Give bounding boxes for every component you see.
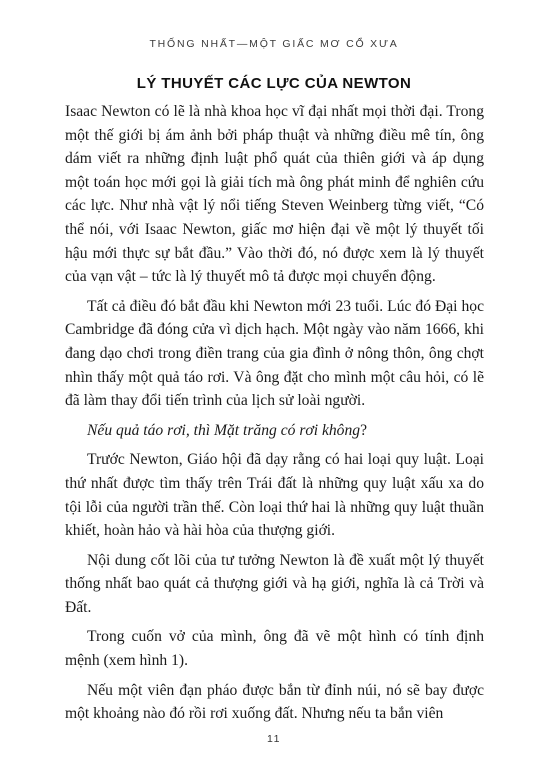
italic-question: Nếu quả táo rơi, thì Mặt trăng có rơi không bbox=[87, 421, 361, 439]
paragraph-6: Nếu một viên đạn pháo được bắn từ đỉnh núi, nó sẽ bay được một khoảng nào đó rồi rơi xuống đất. Nhưng nếu ta bắn viên bbox=[65, 681, 484, 723]
paragraph-5: Trong cuốn vở của mình, ông đã vẽ một hình có tính định mệnh (xem hình 1). bbox=[65, 628, 484, 670]
paragraph-4: Nội dung cốt lõi của tư tưởng Newton là đề xuất một lý thuyết thống nhất bao quát cả thượng giới và hạ giới, nghĩa là cả Trời và Đất. bbox=[65, 551, 484, 616]
paragraph-2: Tất cả điều đó bắt đầu khi Newton mới 23 tuổi. Lúc đó Đại học Cambridge đã đóng cửa vì dịch hạch. Một ngày vào năm 1666, khi đang dạo chơi trong điền trang của gia đình ở nông thôn, ông chợt nhìn thấy một quả táo rơi. Và ông đặt cho mình một câu hỏi, có lẽ đã làm thay đổi tiến trình của lịch sử loài người. bbox=[65, 297, 484, 410]
paragraph-1: Isaac Newton có lẽ là nhà khoa học vĩ đại nhất mọi thời đại. Trong một thế giới bị ám ảnh bởi pháp thuật và những điều mê tín, ông dám viết ra những định luật phổ quát của thiên giới và áp dụng một toán học mới gọi là giải tích mà ông phát minh để nghiên cứu các lực. Như nhà vật lý nổi tiếng Steven Weinberg từng viết, “Có thể nói, với Isaac Newton, giấc mơ hiện đại về một lý thuyết tối hậu mới thực sự bắt đầu.” Vào thời đó, nó được xem là lý thuyết của vạn vật – tức là lý thuyết mô tả được mọi chuyển động. bbox=[65, 103, 484, 286]
body-text bbox=[65, 100, 484, 732]
question-mark: ? bbox=[360, 421, 367, 439]
page-number: 11 bbox=[267, 733, 281, 745]
section-title: LÝ THUYẾT CÁC LỰC CỦA NEWTON bbox=[136, 75, 412, 92]
paragraph-3: Trước Newton, Giáo hội đã dạy rằng có hai loại quy luật. Loại thứ nhất được tìm thấy trên Trái đất là những quy luật xấu xa do tội lỗi của người trần thế. Còn loại thứ hai là những quy luật thuần khiết, hoàn hảo và hài hòa của thượng giới. bbox=[65, 451, 484, 540]
running-head: THỐNG NHẤT—MỘT GIẤC MƠ CỔ XƯA bbox=[149, 38, 399, 50]
paragraph-question bbox=[65, 419, 484, 443]
